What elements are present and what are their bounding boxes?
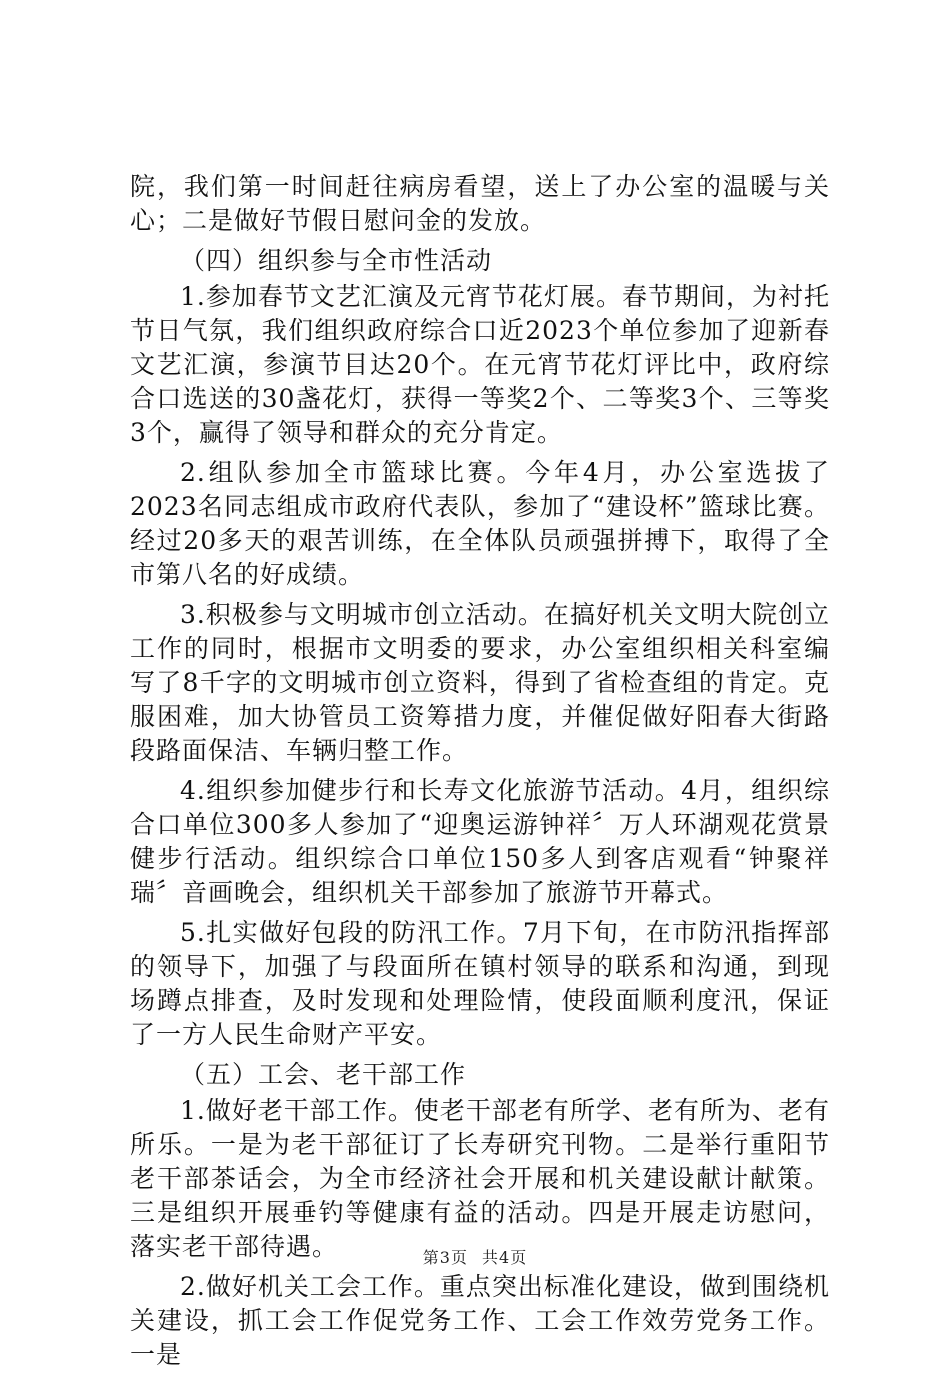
paragraph: 5.扎实做好包段的防汛工作。7月下旬，在市防汛指挥部的领导下，加强了与段面所在镇村领导的联系和沟通，到现场蹲点排查，及时发现和处理险情，使段面顺利度汛，保证了一方人民生命财产平安。 (130, 918, 830, 1049)
paragraph: 1.做好老干部工作。使老干部老有所学、老有所为、老有所乐。一是为老干部征订了长寿研究刊物。二是举行重阳节老干部茶话会，为全市经济社会开展和机关建设献计献策。三是组织开展垂钓等健康有益的活动。四是开展走访慰问，落实老干部待遇。 (130, 1096, 830, 1261)
paragraph: 2.做好机关工会工作。重点突出标准化建设，做到围绕机关建设，抓工会工作促党务工作、工会工作效劳党务工作。一是 (130, 1272, 830, 1369)
paragraph: 3.积极参与文明城市创立活动。在搞好机关文明大院创立工作的同时，根据市文明委的要求，办公室组织相关科室编写了8千字的文明城市创立资料，得到了省检查组的肯定。克服困难，加大协管员工资筹措力度，并催促做好阳春大街路段路面保洁、车辆归整工作。 (130, 600, 830, 765)
paragraph: 4.组织参加健步行和长寿文化旅游节活动。4月，组织综合口单位300多人参加了“迎奥运游钟祥〞万人环湖观花赏景健步行活动。组织综合口单位150多人到客店观看“钟聚祥瑞〞音画晚会，组织机关干部参加了旅游节开幕式。 (130, 776, 830, 907)
page-total: 共4页 (482, 1248, 528, 1267)
paragraph: 1.参加春节文艺汇演及元宵节花灯展。春节期间，为衬托节日气氛，我们组织政府综合口近2023个单位参加了迎新春文艺汇演，参演节目达20个。在元宵节花灯评比中，政府综合口选送的30盏花灯，获得一等奖2个、二等奖3个、三等奖3个，赢得了领导和群众的充分肯定。 (130, 282, 830, 447)
page-number: 第3页 (422, 1248, 468, 1267)
section-heading: （四）组织参与全市性活动 (180, 246, 493, 275)
paragraph: 院，我们第一时间赶往病房看望，送上了办公室的温暖与关心；二是做好节假日慰问金的发放。 (130, 172, 830, 235)
paragraph: 2.组队参加全市篮球比赛。今年4月，办公室选拔了2023名同志组成市政府代表队，参加了“建设杯”篮球比赛。经过20多天的艰苦训练，在全体队员顽强拼搏下，取得了全市第八名的好成绩。 (130, 458, 830, 589)
document-body (130, 170, 830, 1378)
section-heading: （五）工会、老干部工作 (180, 1060, 467, 1089)
page-footer (0, 1245, 950, 1268)
